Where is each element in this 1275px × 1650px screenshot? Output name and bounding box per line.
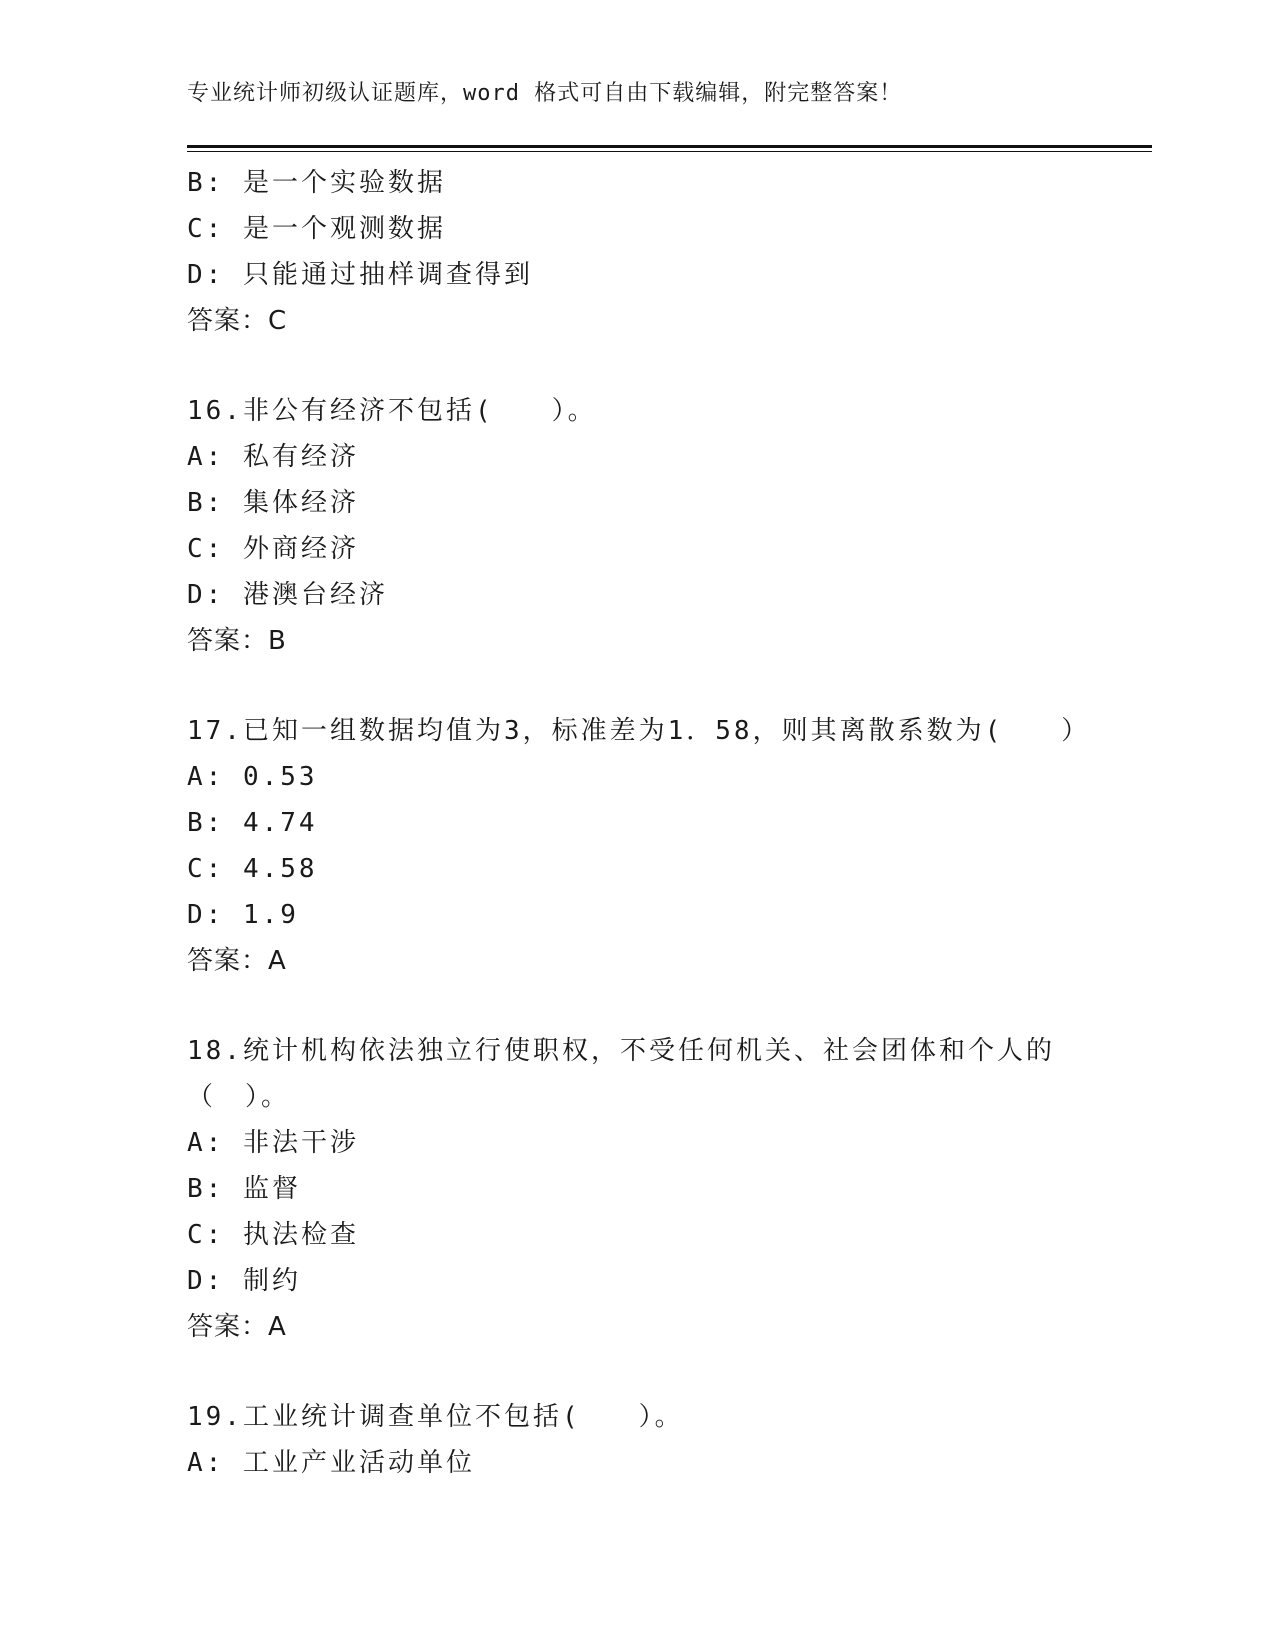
answer-line: 答案：C — [187, 306, 288, 336]
question-17 — [187, 708, 1091, 984]
question-stem: 19.工业统计调查单位不包括( ）。 — [187, 1402, 684, 1432]
header-rule-thin — [187, 151, 1152, 152]
answer-line: 答案：A — [187, 1312, 287, 1342]
option-a: A: 私有经济 — [187, 442, 359, 472]
question-stem: 18.统计机构依法独立行使职权，不受任何机关、社会团体和个人的（ ）。 — [187, 1036, 1055, 1112]
option-d: D: 港澳台经济 — [187, 580, 388, 610]
question-content — [187, 160, 1091, 1486]
header-rule-thick — [187, 145, 1152, 148]
option-c: C: 4.58 — [187, 854, 318, 884]
question-stem: 17.已知一组数据均值为3，标准差为1．58，则其离散系数为( ） — [187, 716, 1091, 746]
question-16 — [187, 388, 1087, 664]
option-a: A: 非法干涉 — [187, 1128, 359, 1158]
option-d: D: 只能通过抽样调查得到 — [187, 260, 533, 290]
option-a: A: 0.53 — [187, 762, 318, 792]
option-c: C: 是一个观测数据 — [187, 214, 446, 244]
option-b: B: 监督 — [187, 1174, 301, 1204]
question-15-continued — [187, 160, 1087, 344]
question-stem: 16.非公有经济不包括( ）。 — [187, 396, 597, 426]
option-d: D: 1.9 — [187, 900, 299, 930]
question-18 — [187, 1028, 1087, 1350]
option-d: D: 制约 — [187, 1266, 301, 1296]
option-c: C: 外商经济 — [187, 534, 359, 564]
option-b: B: 4.74 — [187, 808, 318, 838]
option-c: C: 执法检查 — [187, 1220, 359, 1250]
option-b: B: 集体经济 — [187, 488, 359, 518]
question-19 — [187, 1394, 1087, 1486]
option-a: A: 工业产业活动单位 — [187, 1448, 475, 1478]
answer-line: 答案：B — [187, 626, 287, 656]
option-b: B: 是一个实验数据 — [187, 168, 446, 198]
page-header: 专业统计师初级认证题库，word 格式可自由下载编辑，附完整答案！ — [187, 81, 903, 106]
answer-line: 答案：A — [187, 946, 287, 976]
